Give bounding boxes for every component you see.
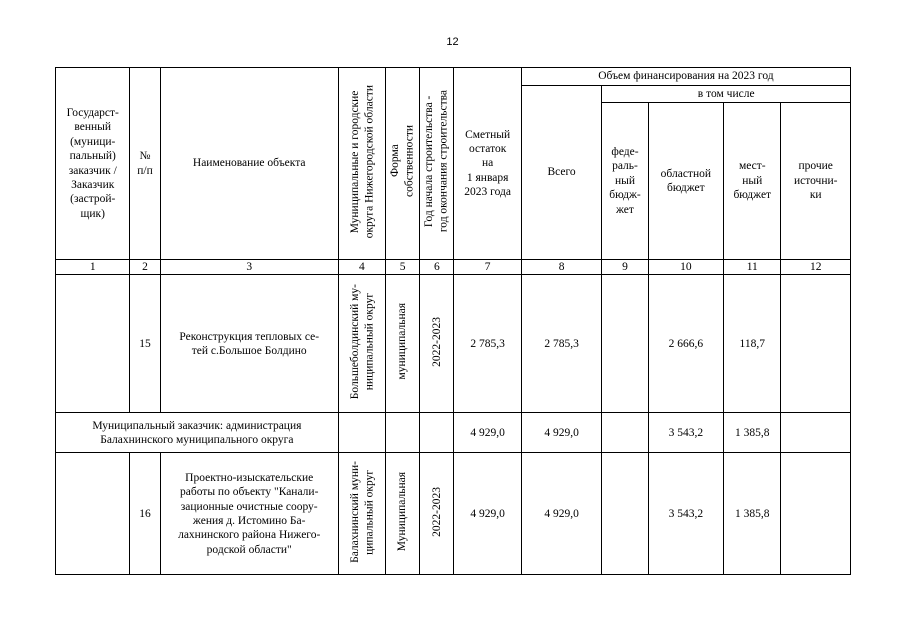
header-other: прочие источни- ки [781,103,851,260]
header-object-name: Наименование объекта [160,68,338,260]
group-customer: Муниципальный заказчик: администрация Балахнинского муниципального округа [56,413,339,453]
group-empty-cell [420,413,454,453]
col-number: 4 [338,260,385,275]
row-num: 16 [130,453,160,575]
row-estimate: 4 929,0 [454,453,521,575]
row-ownership: Муниципальная [386,453,420,575]
row-municipality: Балахнинский муни- ципальный округ [338,453,385,575]
row-total: 4 929,0 [521,453,602,575]
header-local: мест- ный бюджет [724,103,781,260]
table-row [56,275,851,413]
group-empty-cell [781,413,851,453]
col-number: 2 [130,260,160,275]
header-num: № п/п [130,68,160,260]
row-regional: 3 543,2 [648,453,723,575]
row-federal [602,453,648,575]
group-local: 1 385,8 [724,413,781,453]
header-including: в том числе [602,86,851,103]
row-customer [56,453,130,575]
group-row [56,413,851,453]
col-number: 10 [648,260,723,275]
row-municipality: Большеболдинский му- ниципальный округ [338,275,385,413]
col-number: 11 [724,260,781,275]
page-number: 12 [446,36,459,48]
col-number: 8 [521,260,602,275]
group-total: 4 929,0 [521,413,602,453]
row-estimate: 2 785,3 [454,275,521,413]
group-empty-cell [338,413,385,453]
header-years: Год начала строительства - год окончания строительства [420,68,454,260]
col-number: 5 [386,260,420,275]
group-empty-cell [602,413,648,453]
row-years: 2022-2023 [420,453,454,575]
row-local: 118,7 [724,275,781,413]
table-row [56,453,851,575]
col-number: 3 [160,260,338,275]
header-financing-group: Объем финансирования на 2023 год [521,68,850,86]
row-other [781,453,851,575]
col-number: 12 [781,260,851,275]
financing-table [55,67,851,575]
row-object-name: Реконструкция тепловых се- тей с.Большое Болдино [160,275,338,413]
header-total: Всего [521,86,602,260]
header-ownership: Форма собственности [386,68,420,260]
row-regional: 2 666,6 [648,275,723,413]
col-number: 9 [602,260,648,275]
group-empty-cell [386,413,420,453]
header-regional: областной бюджет [648,103,723,260]
row-federal [602,275,648,413]
col-number: 7 [454,260,521,275]
header-customer: Государст- венный (муници- пальный) заказчик / Заказчик (застрой- щик) [56,68,130,260]
row-local: 1 385,8 [724,453,781,575]
group-regional: 3 543,2 [648,413,723,453]
row-other [781,275,851,413]
col-number: 6 [420,260,454,275]
col-number: 1 [56,260,130,275]
header-federal: феде- раль- ный бюдж- жет [602,103,648,260]
group-estimate: 4 929,0 [454,413,521,453]
header-municipality: Муниципальные и городские округа Нижегородской области [338,68,385,260]
row-years: 2022-2023 [420,275,454,413]
row-customer [56,275,130,413]
column-numbers-row [56,260,851,275]
row-num: 15 [130,275,160,413]
header-estimate: Сметный остаток на 1 января 2023 года [454,68,521,260]
row-object-name: Проектно-изыскательские работы по объекту "Канали- зационные очистные соору- жения д. Истомино Ба- лахнинского района Нижего- родской области" [160,453,338,575]
row-total: 2 785,3 [521,275,602,413]
row-ownership: муниципальная [386,275,420,413]
